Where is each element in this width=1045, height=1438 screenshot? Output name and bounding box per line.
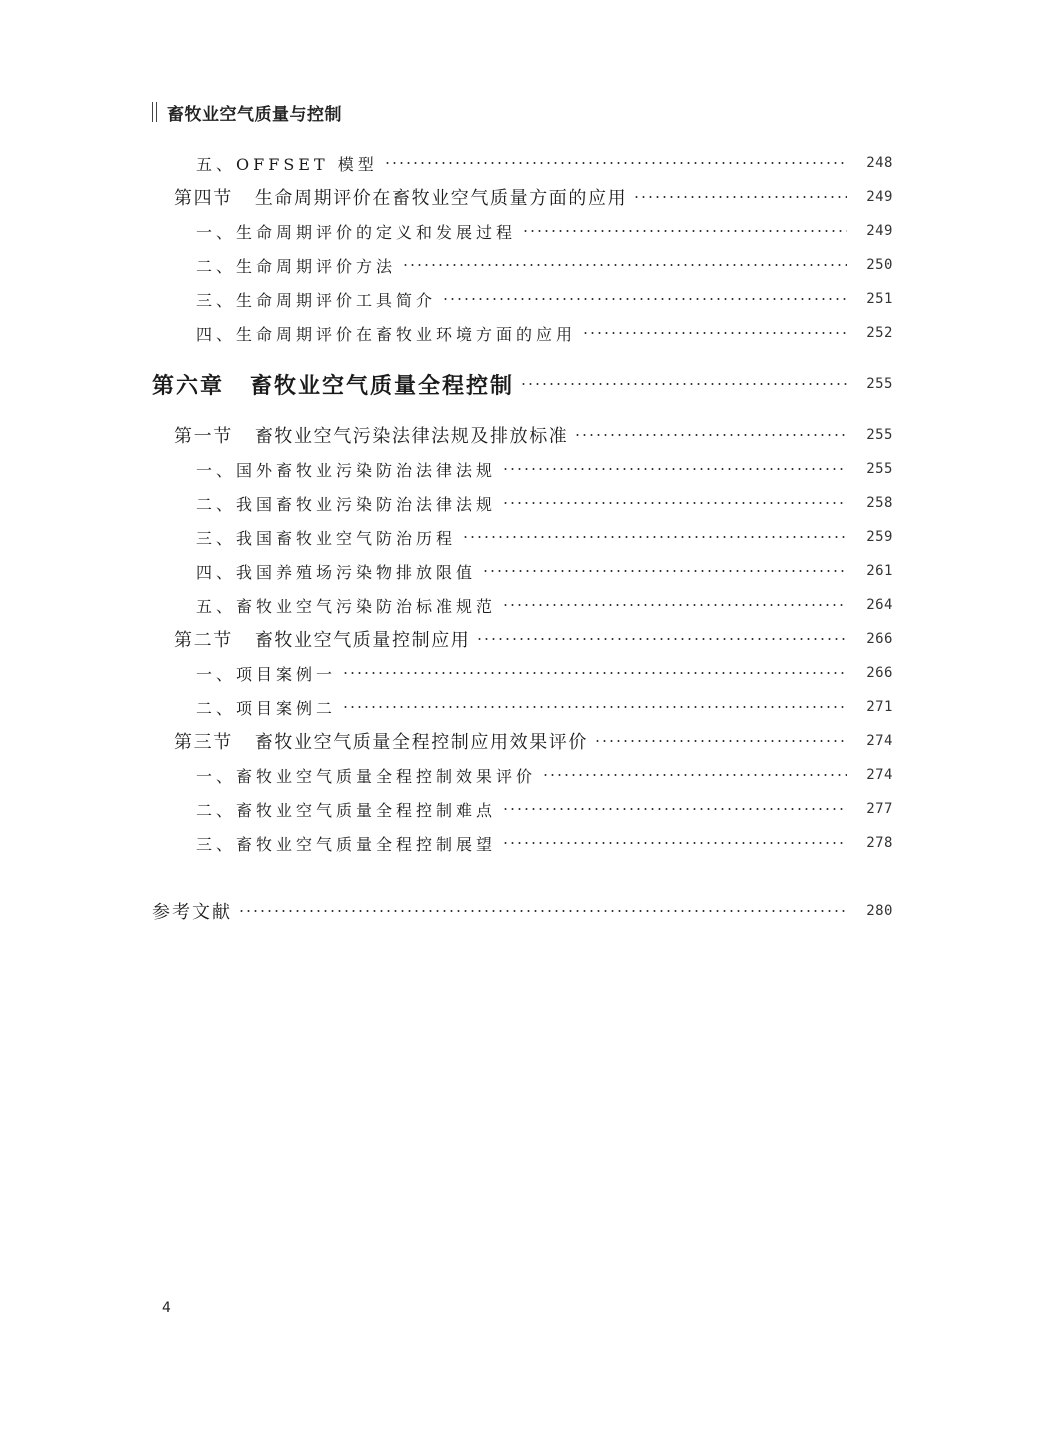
toc-entry-subsection[interactable] bbox=[196, 216, 893, 246]
section-number: 第二节 bbox=[174, 630, 233, 651]
header-rule-icon bbox=[152, 102, 157, 122]
section-title: 畜牧业空气污染法律法规及排放标准 bbox=[254, 426, 569, 447]
toc-entry-section[interactable] bbox=[174, 420, 893, 450]
toc-entry-subsection[interactable] bbox=[196, 454, 893, 484]
running-head bbox=[152, 98, 342, 126]
dot-leader bbox=[542, 774, 847, 776]
toc-entry-title: 三、畜牧业空气质量全程控制展望 bbox=[196, 834, 497, 854]
toc-entry-subsection[interactable] bbox=[196, 148, 893, 178]
section-title: 畜牧业空气质量全程控制应用效果评价 bbox=[254, 732, 589, 753]
dot-leader bbox=[462, 536, 847, 538]
toc-entry-title: 四、生命周期评价在畜牧业环境方面的应用 bbox=[196, 324, 577, 344]
toc-entry-title: 一、畜牧业空气质量全程控制效果评价 bbox=[196, 766, 537, 786]
section-number: 第四节 bbox=[174, 188, 233, 209]
toc-entry-subsection[interactable] bbox=[196, 590, 893, 620]
toc-entry-title: 三、我国畜牧业空气防治历程 bbox=[196, 528, 457, 548]
toc-entry-chapter[interactable] bbox=[152, 367, 893, 401]
toc-entry-section[interactable] bbox=[174, 182, 893, 212]
toc-entry-section[interactable] bbox=[174, 726, 893, 756]
toc-entry-title: 四、我国养殖场污染物排放限值 bbox=[196, 562, 477, 582]
toc-entry-subsection[interactable] bbox=[196, 760, 893, 790]
dot-leader bbox=[502, 842, 847, 844]
toc-entry-subsection[interactable] bbox=[196, 794, 893, 824]
toc-entry-title bbox=[174, 184, 627, 210]
dot-leader bbox=[522, 230, 847, 232]
toc-entry-title bbox=[152, 369, 514, 400]
toc-entry-page: 266 bbox=[866, 665, 893, 681]
toc-entry-page: 255 bbox=[866, 376, 893, 392]
dot-leader bbox=[502, 468, 847, 470]
toc-entry-page: 264 bbox=[866, 597, 893, 613]
toc-entry-section[interactable] bbox=[174, 624, 893, 654]
section-number: 第三节 bbox=[174, 732, 233, 753]
toc-entry-page: 249 bbox=[866, 223, 893, 239]
section-title: 畜牧业空气质量控制应用 bbox=[254, 630, 471, 651]
dot-leader bbox=[582, 332, 847, 334]
dot-leader bbox=[502, 502, 847, 504]
toc-entry-page: 251 bbox=[866, 291, 893, 307]
toc-entry-title: 一、国外畜牧业污染防治法律法规 bbox=[196, 460, 497, 480]
toc-entry-page: 266 bbox=[866, 631, 893, 647]
toc-entry-page: 280 bbox=[866, 903, 893, 919]
toc-entry-title: 五、畜牧业空气污染防治标准规范 bbox=[196, 596, 497, 616]
dot-leader bbox=[482, 570, 847, 572]
toc-entry-title: 五、OFFSET 模型 bbox=[196, 154, 378, 174]
toc-entry-page: 255 bbox=[866, 461, 893, 477]
toc-entry-title: 二、项目案例二 bbox=[196, 698, 337, 718]
page-number: 4 bbox=[162, 1300, 171, 1316]
toc-entry-title: 二、生命周期评价方法 bbox=[196, 256, 397, 276]
toc-entry-title: 二、畜牧业空气质量全程控制难点 bbox=[196, 800, 497, 820]
section-title: 生命周期评价在畜牧业空气质量方面的应用 bbox=[254, 188, 628, 209]
book-title: 畜牧业空气质量与控制 bbox=[167, 104, 342, 125]
dot-leader bbox=[502, 604, 847, 606]
toc-entry-subsection[interactable] bbox=[196, 522, 893, 552]
toc-entry-subsection[interactable] bbox=[196, 692, 893, 722]
toc-entry-subsection[interactable] bbox=[196, 488, 893, 518]
toc-entry-title bbox=[174, 728, 588, 754]
dot-leader bbox=[402, 264, 847, 266]
toc-entry-page: 248 bbox=[866, 155, 893, 171]
toc-entry-subsection[interactable] bbox=[196, 828, 893, 858]
dot-leader bbox=[342, 672, 847, 674]
toc-entry-page: 274 bbox=[866, 767, 893, 783]
chapter-title: 畜牧业空气质量全程控制 bbox=[250, 373, 515, 399]
toc-entry-page: 255 bbox=[866, 427, 893, 443]
toc-entry-title: 参考文献 bbox=[152, 902, 232, 923]
section-number: 第一节 bbox=[174, 426, 233, 447]
toc-entry-subsection[interactable] bbox=[196, 556, 893, 586]
dot-leader bbox=[384, 162, 847, 164]
toc-entry-title: 一、生命周期评价的定义和发展过程 bbox=[196, 222, 517, 242]
dot-leader bbox=[342, 706, 847, 708]
dot-leader bbox=[520, 383, 847, 385]
dot-leader bbox=[594, 740, 847, 742]
dot-leader bbox=[633, 196, 847, 198]
dot-leader bbox=[502, 808, 847, 810]
toc-entry-page: 258 bbox=[866, 495, 893, 511]
toc-entry-page: 261 bbox=[866, 563, 893, 579]
toc-entry-page: 259 bbox=[866, 529, 893, 545]
dot-leader bbox=[238, 910, 847, 912]
toc-entry-title: 一、项目案例一 bbox=[196, 664, 337, 684]
toc-entry-page: 271 bbox=[866, 699, 893, 715]
chapter-number: 第六章 bbox=[152, 373, 225, 399]
toc-entry-page: 249 bbox=[866, 189, 893, 205]
toc-entry-title bbox=[174, 422, 568, 448]
toc-entry-subsection[interactable] bbox=[196, 658, 893, 688]
toc-entry-title: 二、我国畜牧业污染防治法律法规 bbox=[196, 494, 497, 514]
toc-entry-title: 三、生命周期评价工具简介 bbox=[196, 290, 437, 310]
dot-leader bbox=[574, 434, 847, 436]
toc-entry-title bbox=[174, 626, 470, 652]
dot-leader bbox=[476, 638, 847, 640]
toc-entry-references[interactable] bbox=[152, 896, 893, 926]
toc-entry-page: 250 bbox=[866, 257, 893, 273]
toc-entry-page: 274 bbox=[866, 733, 893, 749]
toc-entry-subsection[interactable] bbox=[196, 284, 893, 314]
toc-entry-page: 278 bbox=[866, 835, 893, 851]
toc-entry-page: 277 bbox=[866, 801, 893, 817]
toc-entry-subsection[interactable] bbox=[196, 250, 893, 280]
dot-leader bbox=[442, 298, 847, 300]
toc-entry-page: 252 bbox=[866, 325, 893, 341]
toc-entry-subsection[interactable] bbox=[196, 318, 893, 348]
